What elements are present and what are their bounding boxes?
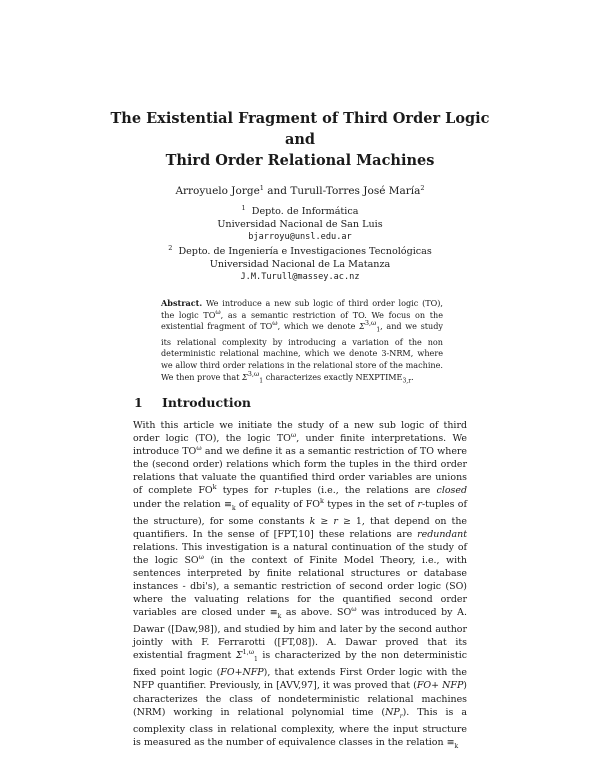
affiliation-2-email[interactable]: J.M.Turull@massey.ac.nz (240, 272, 360, 282)
section-heading (134, 395, 251, 410)
paper-title (100, 108, 500, 171)
author-2: Turull-Torres José María (290, 185, 421, 197)
author-1: Arroyuelo Jorge (175, 185, 260, 197)
introduction-body (133, 419, 467, 753)
author-list (100, 185, 500, 197)
affiliation-2-dept: Depto. de Ingeniería e Investigaciones Tecnológicas (178, 246, 432, 257)
affiliation-1-university: Universidad Nacional de San Luis (217, 219, 383, 230)
abstract-text: We introduce a new sub logic of third order logic (TO), the logic $TO^\omega$, as a semantic restriction of TO. We focus on the existential fragment of $TO^\omega$, which we denote $\Sigma^{3,\omega}_1$, and we study its relational complexity by introducing a variation of the non deterministic relational machine, which we denote 3-NRM, where we allow third order relations in the relational store of the machine. We then prove that $\Sigma^{3,\omega}_1$ characterizes exactly $NEXPTIME_{3,r}$. (161, 298, 444, 385)
affiliation-2 (120, 245, 480, 284)
affiliation-1 (120, 205, 480, 244)
abstract-label: Abstract. (161, 298, 203, 308)
affiliation-2-mark: 2 (168, 244, 173, 252)
title-line-3: Third Order Relational Machines (165, 152, 435, 169)
title-line-1: The Existential Fragment of Third Order Logic (110, 110, 490, 127)
author-1-mark: 1 (259, 184, 264, 192)
introduction-paragraph: With this article we initiate the study of a new sub logic of third order logic (TO), the logic $TO^\omega$, under finite interpretations. We introduce $TO^\omega$ and we define it as a semantic restriction of TO where the (second order) relations which form the tuples in the third order relations that valuate the quantified third order variables are unions of complete $FO^k$ types for r-tuples (i.e., the relations are closed under the relation $\equiv_k$ of equality of $FO^k$ types in the set of r-tuples of the structure), for some constants k ≥ r ≥ 1, that depend on the quantifiers. In the sense of [FPT,10] these relations are redundant relations. This investigation is a natural continuation of the study of the logic $SO^\omega$ (in the context of Finite Model Theory, i.e., with sentences interpreted by finite relational structures or database instances - dbi's), a semantic restriction of second order logic (SO) where the valuating relations for the quantified second order variables are closed under $\equiv_k$ as above. $SO^\omega$ was introduced by A. Dawar ([Daw,98]), and studied by him and later by the second author jointly with F. Ferrarotti ([FT,08]). A. Dawar proved that its existential fragment $\Sigma^{1,\omega}_1$ is characterized by the non deterministic fixed point logic (FO+NFP), that extends First Order logic with the NFP quantifier. Previously, in [AVV,97], it was proved that (FO+ NFP) characterizes the class of nondeterministic relational machines (NRM) working in relational polynomial time $(NP_r)$. This is a complexity class in relational complexity, where the input structure is measured as the number of equivalence classes in the relation $\equiv_k$ (133, 420, 468, 750)
title-line-2: and (284, 131, 316, 148)
affiliation-1-email[interactable]: bjarroyu@unsl.edu.ar (248, 232, 352, 242)
affiliation-1-dept: Depto. de Informática (251, 206, 359, 217)
author-joiner: and (263, 185, 291, 197)
section-number: 1 (134, 395, 143, 410)
affiliation-1-mark: 1 (241, 204, 246, 212)
section-title: Introduction (162, 395, 252, 410)
affiliation-2-university: Universidad Nacional de La Matanza (209, 259, 391, 270)
abstract (161, 298, 443, 387)
author-2-mark: 2 (420, 184, 425, 192)
